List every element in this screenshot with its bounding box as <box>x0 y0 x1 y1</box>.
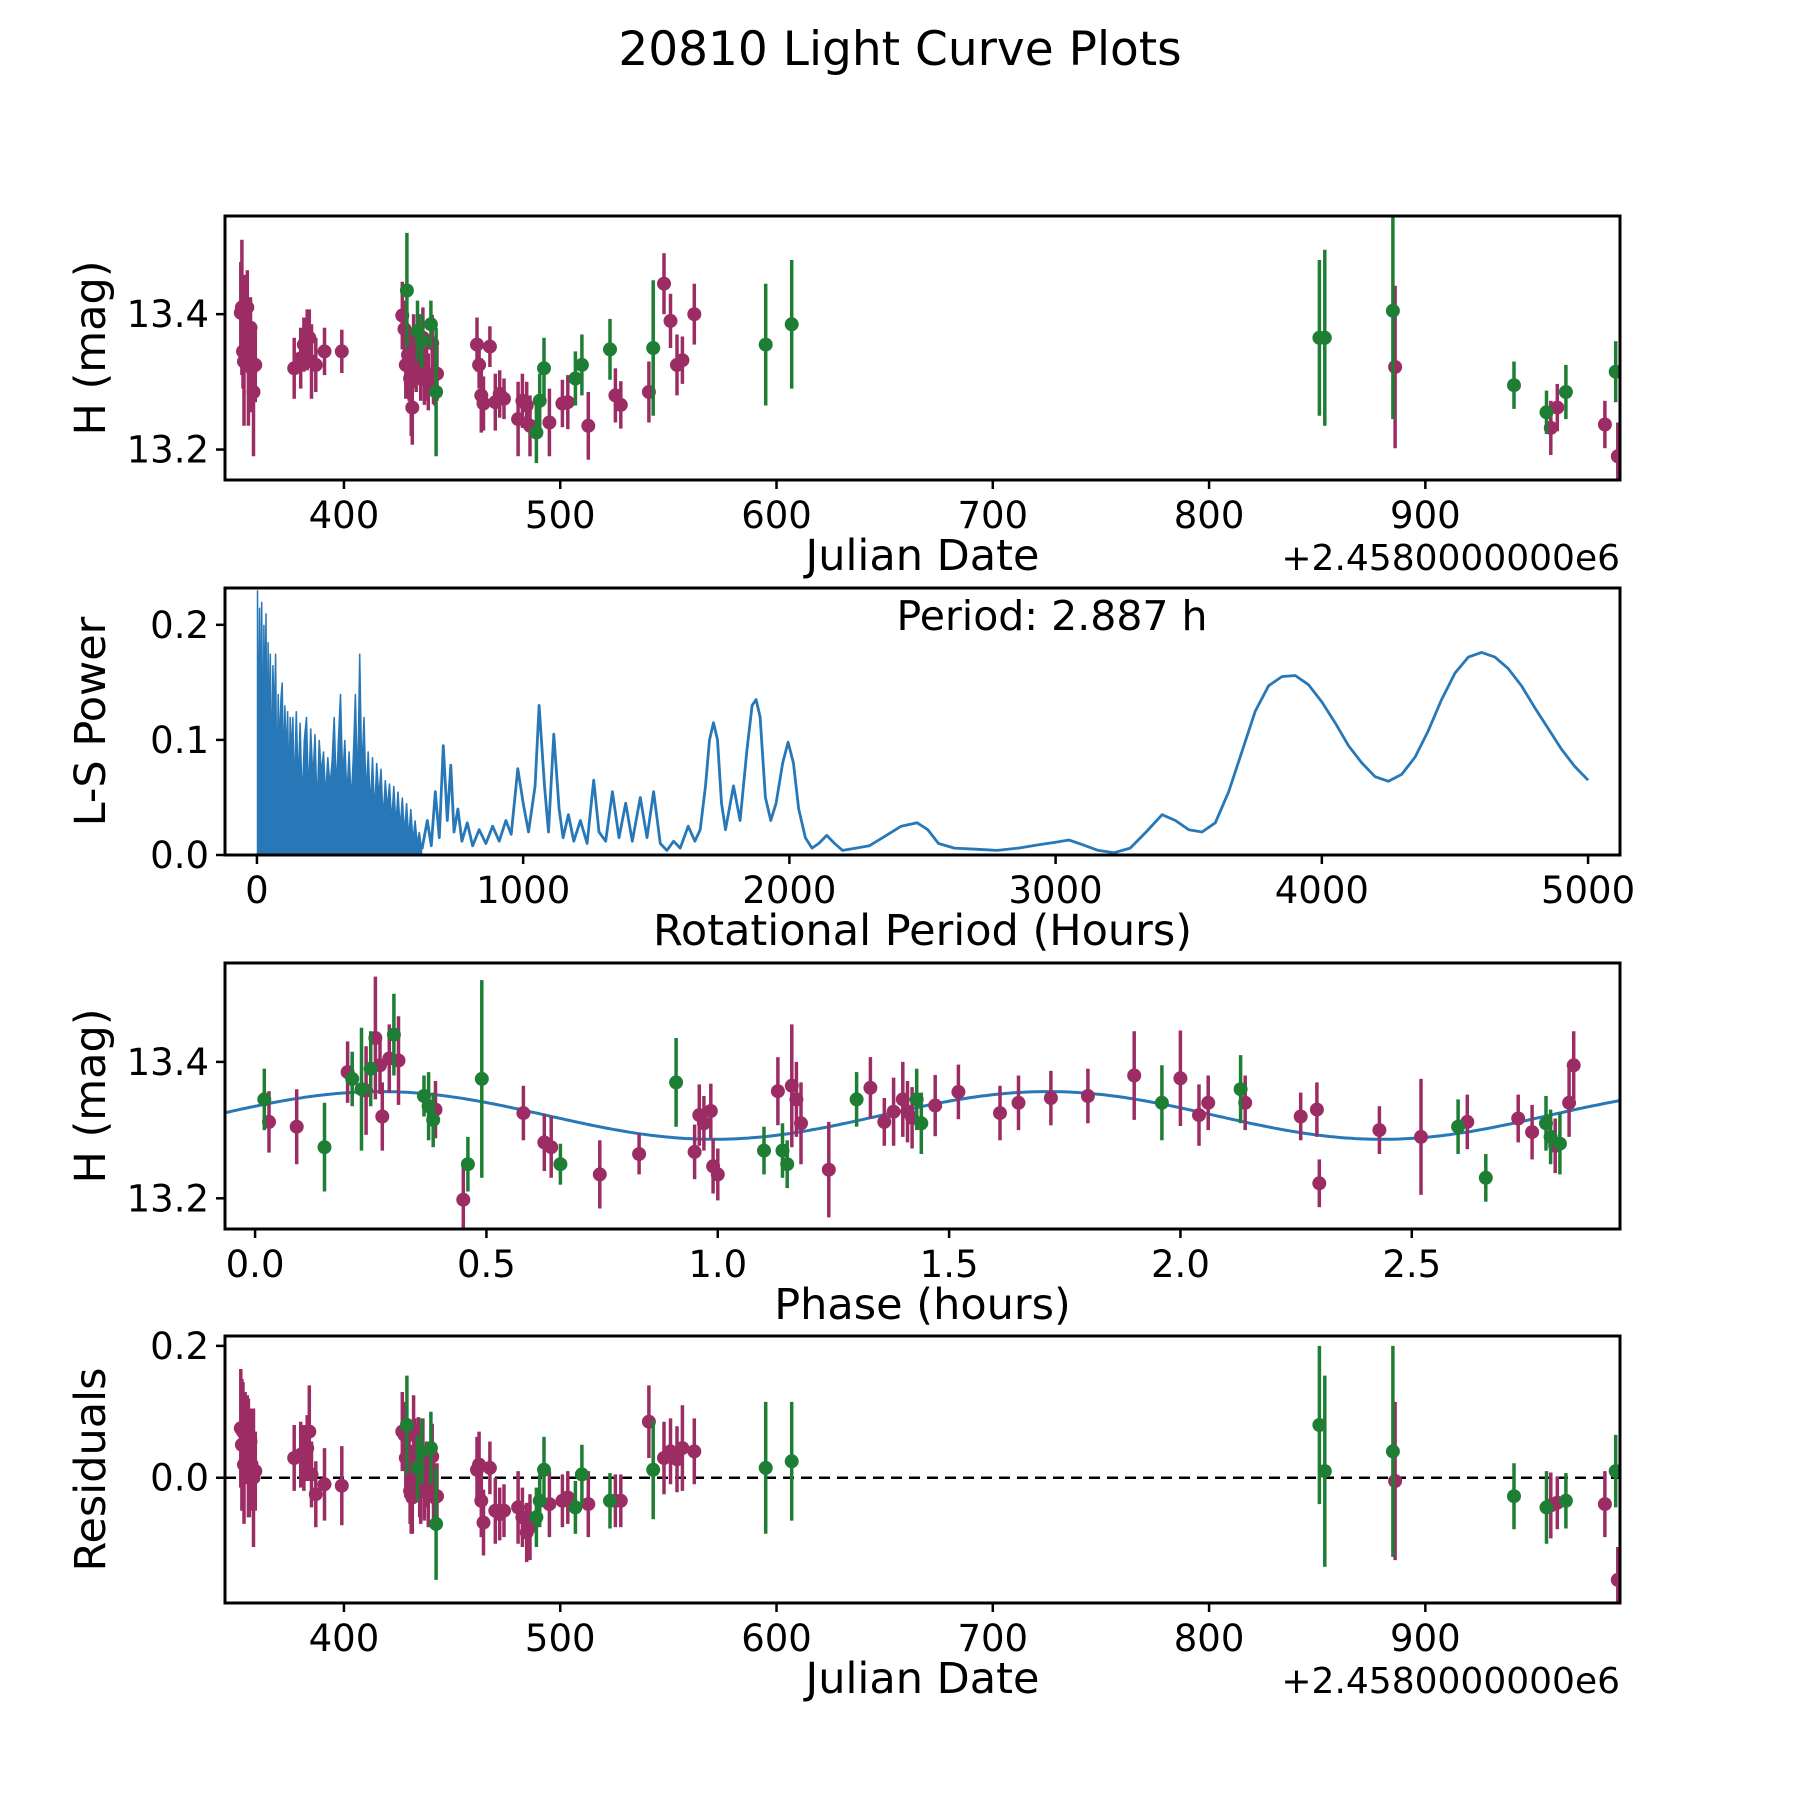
data-point <box>355 1082 369 1096</box>
data-point <box>688 1145 702 1159</box>
data-point <box>1511 1112 1525 1126</box>
data-point <box>1234 1082 1248 1096</box>
observations-b-markers <box>400 284 1623 440</box>
x-tick-label: 2000 <box>742 869 837 912</box>
data-point <box>1525 1125 1539 1139</box>
x-tick-label: 700 <box>957 1617 1029 1660</box>
y-axis-label: Residuals <box>66 1367 116 1572</box>
y-tick-label: 0.2 <box>150 603 209 647</box>
data-point <box>244 321 258 335</box>
data-point <box>1310 1103 1324 1117</box>
data-point <box>675 1441 689 1455</box>
data-point <box>669 1075 683 1089</box>
data-point <box>575 358 589 372</box>
plot-phase_curve <box>66 963 1620 1330</box>
data-point <box>424 317 438 331</box>
data-point <box>247 385 261 399</box>
data-point <box>1081 1089 1095 1103</box>
data-point <box>335 1479 349 1493</box>
data-point <box>561 395 575 409</box>
x-tick-label: 0.5 <box>456 1243 516 1286</box>
x-tick-label: 400 <box>308 1617 380 1660</box>
x-tick-label: 3000 <box>1008 869 1103 912</box>
plot-light_curve <box>66 203 1625 582</box>
x-axis-label: Julian Date <box>805 531 1040 581</box>
data-point <box>785 1454 799 1468</box>
x-tick-label: 5000 <box>1540 869 1636 912</box>
data-point <box>544 1140 558 1154</box>
data-point <box>415 334 429 348</box>
data-point <box>1611 1573 1625 1587</box>
data-point <box>757 1144 771 1158</box>
data-point <box>405 401 419 415</box>
data-point <box>789 1092 803 1106</box>
data-point <box>687 1444 701 1458</box>
data-point <box>483 340 497 354</box>
x-tick-label: 900 <box>1390 1617 1461 1660</box>
data-point <box>516 1106 530 1120</box>
data-point <box>1388 360 1402 374</box>
data-point <box>675 353 689 367</box>
data-point <box>529 1510 543 1524</box>
data-point <box>477 397 491 411</box>
data-point <box>424 1441 438 1455</box>
observations-a-errorbars <box>241 240 1618 491</box>
data-point <box>780 1157 794 1171</box>
data-point <box>257 1092 271 1106</box>
x-tick-label: 0 <box>245 869 269 912</box>
data-point <box>568 1500 582 1514</box>
x-tick-label: 900 <box>1390 494 1461 537</box>
data-point <box>1312 1176 1326 1190</box>
data-point <box>603 342 617 356</box>
data-point <box>1507 1489 1521 1503</box>
data-point <box>400 284 414 298</box>
data-point <box>657 277 671 291</box>
x-tick-label: 4000 <box>1274 869 1369 912</box>
y-tick-label: 0.0 <box>150 834 209 877</box>
data-point <box>711 1167 725 1181</box>
plot-residuals <box>66 1325 1625 1704</box>
data-point <box>422 1099 436 1113</box>
data-point <box>581 419 595 433</box>
data-point <box>387 1028 401 1042</box>
data-point <box>1201 1096 1215 1110</box>
data-point <box>305 1467 319 1481</box>
observations-a-errorbars <box>241 1369 1618 1613</box>
light_curve-plot-area <box>234 203 1625 491</box>
y-axis-label: L-S Power <box>66 616 116 827</box>
data-point <box>614 398 628 412</box>
data-point <box>646 1463 660 1477</box>
data-point <box>411 1461 425 1475</box>
data-point <box>248 358 262 372</box>
data-point <box>1173 1071 1187 1085</box>
y-tick-label: 13.2 <box>126 428 209 472</box>
data-point <box>375 1110 389 1124</box>
data-point <box>413 355 427 369</box>
data-point <box>400 1418 414 1432</box>
data-point <box>474 1494 488 1508</box>
data-point <box>302 331 316 345</box>
data-point <box>593 1167 607 1181</box>
x-tick-label: 800 <box>1173 494 1245 537</box>
data-point <box>1479 1171 1493 1185</box>
x-axis-label: Rotational Period (Hours) <box>652 906 1193 956</box>
data-point <box>759 1461 773 1475</box>
y-tick-label: 0.1 <box>150 718 209 762</box>
x-tick-label: 1.5 <box>919 1243 979 1286</box>
data-point <box>1386 1444 1400 1458</box>
data-point <box>910 1092 924 1106</box>
data-point <box>537 1463 551 1477</box>
data-point <box>951 1085 965 1099</box>
data-point <box>240 300 254 314</box>
figure-title: 20810 Light Curve Plots <box>618 22 1182 77</box>
data-point <box>290 1120 304 1134</box>
data-point <box>483 1461 497 1475</box>
data-point <box>1598 1497 1612 1511</box>
data-point <box>511 412 525 426</box>
data-point <box>1312 1418 1326 1432</box>
data-point <box>568 372 582 386</box>
y-tick-label: 13.4 <box>126 293 209 337</box>
data-point <box>477 1516 491 1530</box>
data-point <box>1386 304 1400 318</box>
x-tick-label: 800 <box>1173 1617 1245 1660</box>
data-point <box>537 361 551 375</box>
data-point <box>1507 378 1521 392</box>
y-axis-label: H (mag) <box>66 1008 116 1184</box>
x-tick-label: 600 <box>741 494 812 537</box>
residuals-plot-area <box>225 1346 1625 1613</box>
data-point <box>1559 1494 1573 1508</box>
data-point <box>771 1084 785 1098</box>
x-axis-offset-label: +2.4580000000e6 <box>1281 1661 1620 1702</box>
data-point <box>335 344 349 358</box>
period-annotation: Period: 2.887 h <box>896 592 1208 640</box>
data-point <box>472 358 486 372</box>
x-tick-label: 700 <box>957 494 1029 537</box>
data-point <box>1414 1130 1428 1144</box>
data-point <box>759 338 773 352</box>
data-point <box>300 1441 314 1455</box>
data-point <box>1372 1123 1386 1137</box>
data-point <box>497 392 511 406</box>
x-tick-label: 400 <box>308 494 380 537</box>
data-point <box>1611 449 1625 463</box>
data-point <box>1539 1116 1553 1130</box>
x-tick-label: 2.5 <box>1382 1243 1442 1286</box>
data-point <box>603 1494 617 1508</box>
data-point <box>529 426 543 440</box>
data-point <box>309 358 323 372</box>
x-tick-label: 1000 <box>476 869 571 912</box>
plot-periodogram <box>66 588 1635 956</box>
data-point <box>1567 1058 1581 1072</box>
data-point <box>429 1517 443 1531</box>
data-point <box>1318 1464 1332 1478</box>
x-axis-label: Julian Date <box>805 1654 1040 1704</box>
data-point <box>993 1106 1007 1120</box>
data-point <box>426 1113 440 1127</box>
data-point <box>776 1144 790 1158</box>
x-tick-label: 600 <box>741 1617 812 1660</box>
x-tick-label: 2.0 <box>1151 1243 1210 1286</box>
data-point <box>475 1072 489 1086</box>
data-point <box>896 1092 910 1106</box>
y-axis-label: H (mag) <box>66 260 116 436</box>
data-point <box>704 1104 718 1118</box>
data-point <box>248 1464 262 1478</box>
observations-a-markers <box>234 277 1625 464</box>
data-point <box>664 314 678 328</box>
data-point <box>914 1116 928 1130</box>
observations-a-markers <box>234 1415 1625 1587</box>
data-point <box>520 399 534 413</box>
data-point <box>887 1105 901 1119</box>
observations-b-markers <box>400 1418 1623 1531</box>
data-point <box>318 1477 332 1491</box>
data-point <box>575 1467 589 1481</box>
data-point <box>1540 405 1554 419</box>
data-point <box>687 307 701 321</box>
data-point <box>1553 1137 1567 1151</box>
data-point <box>850 1092 864 1106</box>
periodogram-dense-region <box>258 590 422 855</box>
data-point <box>429 385 443 399</box>
data-point <box>928 1099 942 1113</box>
data-point <box>1294 1110 1308 1124</box>
data-point <box>1155 1096 1169 1110</box>
data-point <box>497 1504 511 1518</box>
data-point <box>364 1062 378 1076</box>
data-point <box>1540 1500 1554 1514</box>
data-point <box>794 1116 808 1130</box>
data-point <box>785 1079 799 1093</box>
y-tick-label: 0.2 <box>150 1324 209 1368</box>
data-point <box>533 1494 547 1508</box>
x-tick-label: 1.0 <box>688 1243 748 1286</box>
data-point <box>470 338 484 352</box>
data-point <box>863 1081 877 1095</box>
data-point <box>646 341 660 355</box>
data-point <box>461 1157 475 1171</box>
data-point <box>553 1157 567 1171</box>
data-point <box>1192 1108 1206 1122</box>
data-point <box>1562 1096 1576 1110</box>
y-tick-label: 0.0 <box>150 1456 209 1500</box>
x-axis-label: Phase (hours) <box>774 1280 1071 1330</box>
x-tick-label: 500 <box>524 494 596 537</box>
data-point <box>302 1425 316 1439</box>
data-point <box>542 416 556 430</box>
data-point <box>1318 331 1332 345</box>
data-point <box>1559 385 1573 399</box>
x-tick-label: 0.0 <box>225 1243 285 1286</box>
data-point <box>456 1193 470 1207</box>
data-point <box>1127 1069 1141 1083</box>
data-point <box>318 344 332 358</box>
data-point <box>822 1163 836 1177</box>
x-axis-offset-label: +2.4580000000e6 <box>1281 538 1620 579</box>
y-tick-label: 13.4 <box>126 1040 209 1084</box>
data-point <box>1388 1474 1402 1488</box>
data-point <box>244 1435 258 1449</box>
data-point <box>632 1147 646 1161</box>
x-tick-label: 500 <box>524 1617 596 1660</box>
data-point <box>533 394 547 408</box>
data-point <box>318 1140 332 1154</box>
data-point <box>1044 1091 1058 1105</box>
periodogram-curve <box>422 652 1588 852</box>
data-point <box>1598 418 1612 432</box>
data-point <box>398 322 412 336</box>
y-tick-label: 13.2 <box>126 1177 209 1221</box>
data-point <box>697 1116 711 1130</box>
data-point <box>1451 1120 1465 1134</box>
observations-b-errorbars <box>407 1346 1616 1580</box>
phase_curve-plot-area <box>225 977 1620 1238</box>
data-point <box>785 317 799 331</box>
data-point <box>1012 1096 1026 1110</box>
